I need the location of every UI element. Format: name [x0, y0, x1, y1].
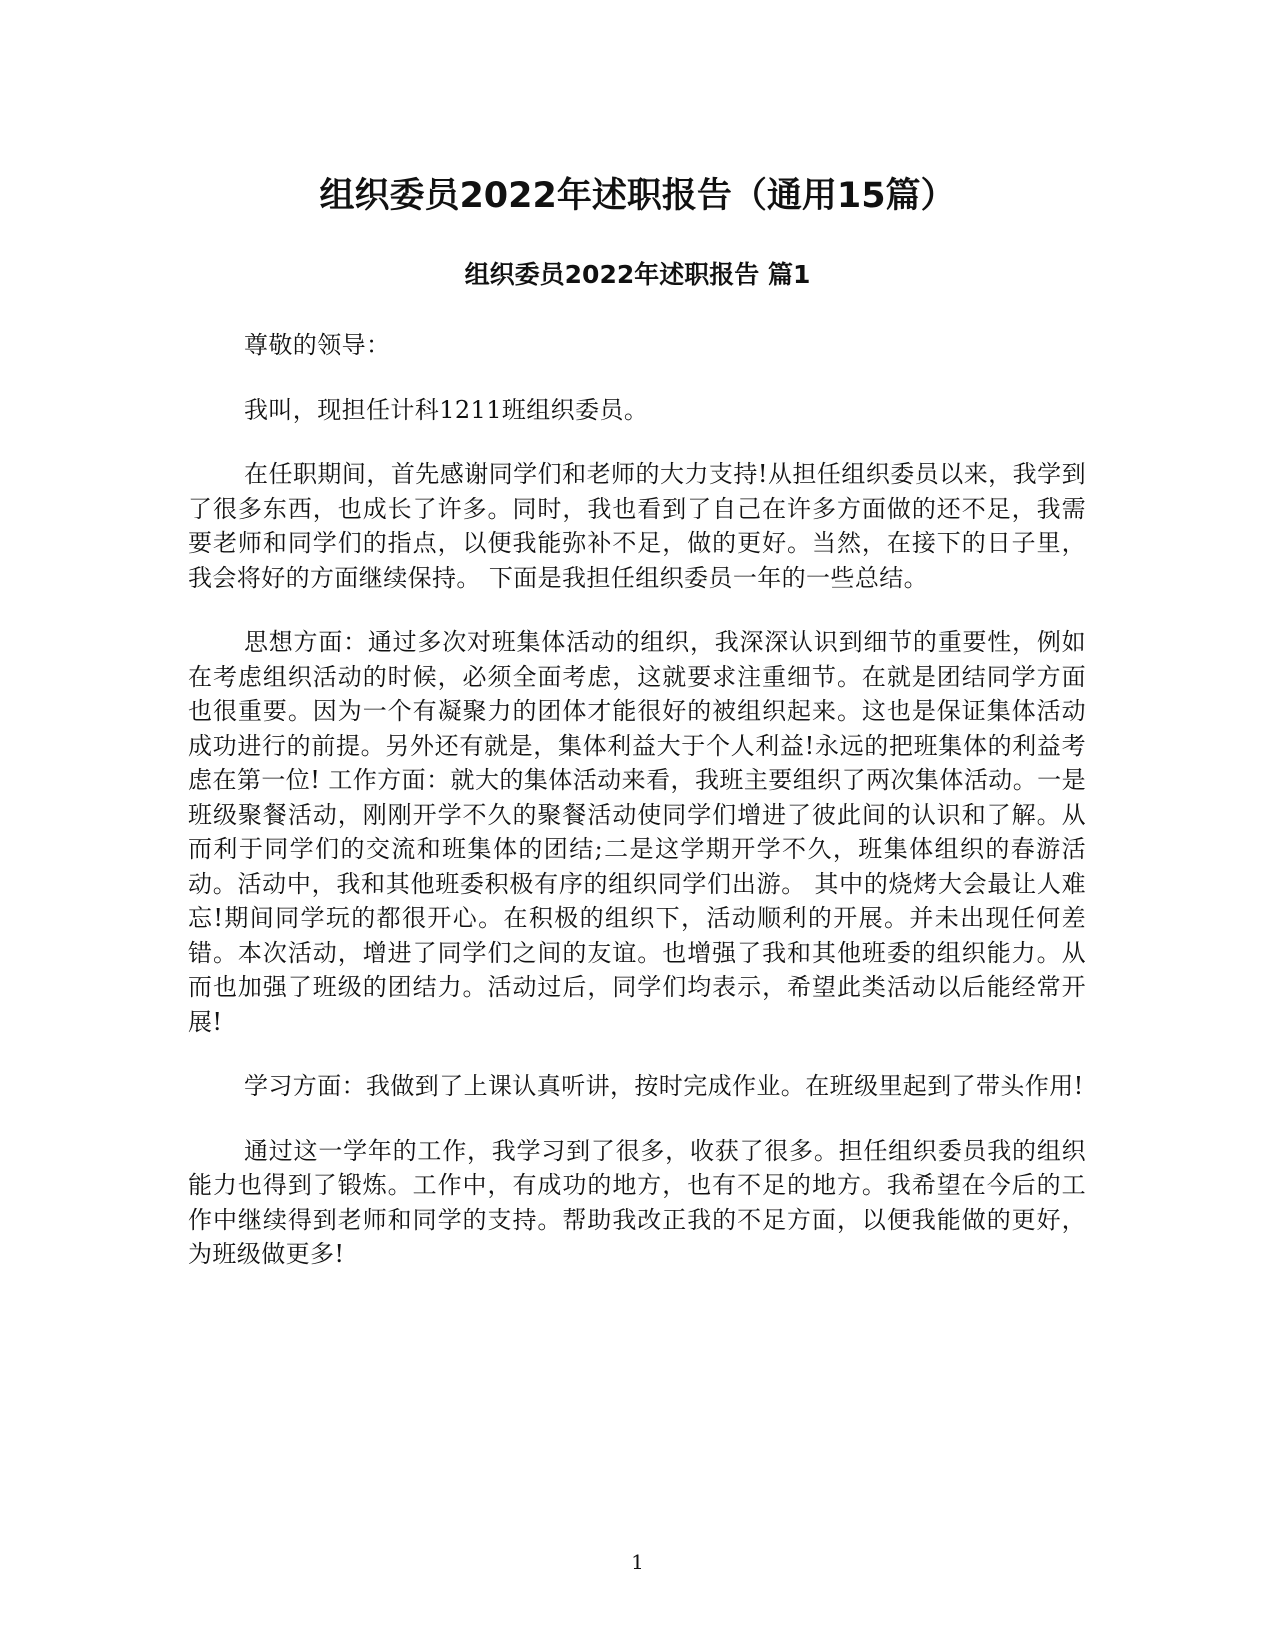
paragraph-study: 学习方面：我做到了上课认真听讲，按时完成作业。在班级里起到了带头作用!: [244, 1072, 1084, 1100]
paragraph-gratitude: 在任职期间，首先感谢同学们和老师的大力支持!从担任组织委员以来，我学到了很多东西，也成长了许多。同时，我也看到了自己在许多方面做的还不足，我需要老师和同学们的指点，以便我能弥补不足，做的更好。当然，在接下的日子里，我会将好的方面继续保持。 下面是我担任组织委员一年的一些总结。: [188, 460, 1086, 592]
page-number: 1: [631, 1550, 644, 1574]
paragraph-introduction: 我叫，现担任计科1211班组织委员。: [244, 395, 649, 424]
paragraph-conclusion: 通过这一学年的工作，我学习到了很多，收获了很多。担任组织委员我的组织能力也得到了锻炼。工作中，有成功的地方，也有不足的地方。我希望在今后的工作中继续得到老师和同学的支持。帮助我改正我的不足方面，以便我能做的更好，为班级做更多!: [188, 1136, 1086, 1268]
document-title: 组织委员2022年述职报告（通用15篇）: [319, 176, 956, 216]
section-title: 组织委员2022年述职报告 篇1: [464, 260, 811, 289]
document-body: [188, 328, 1086, 1302]
paragraph-thought-and-work: 思想方面：通过多次对班集体活动的组织，我深深认识到细节的重要性，例如在考虑组织活动的时候，必须全面考虑，这就要求注重细节。在就是团结同学方面也很重要。因为一个有凝聚力的团体才能很好的被组织起来。这也是保证集体活动成功进行的前提。另外还有就是，集体利益大于个人利益!永远的把班集体的利益考虑在第一位! 工作方面：就大的集体活动来看，我班主要组织了两次集体活动。一是班级聚餐活动，刚刚开学不久的聚餐活动使同学们增进了彼此间的认识和了解。从而利于同学们的交流和班集体的团结;二是这学期开学不久，班集体组织的春游活动。活动中，我和其他班委积极有序的组织同学们出游。 其中的烧烤大会最让人难忘!期间同学玩的都很开心。在积极的组织下，活动顺利的开展。并未出现任何差错。本次活动，增进了同学们之间的友谊。也增强了我和其他班委的组织能力。从而也加强了班级的团结力。活动过后，同学们均表示，希望此类活动以后能经常开展!: [188, 628, 1086, 1036]
paragraph-salutation: 尊敬的领导：: [244, 331, 391, 359]
